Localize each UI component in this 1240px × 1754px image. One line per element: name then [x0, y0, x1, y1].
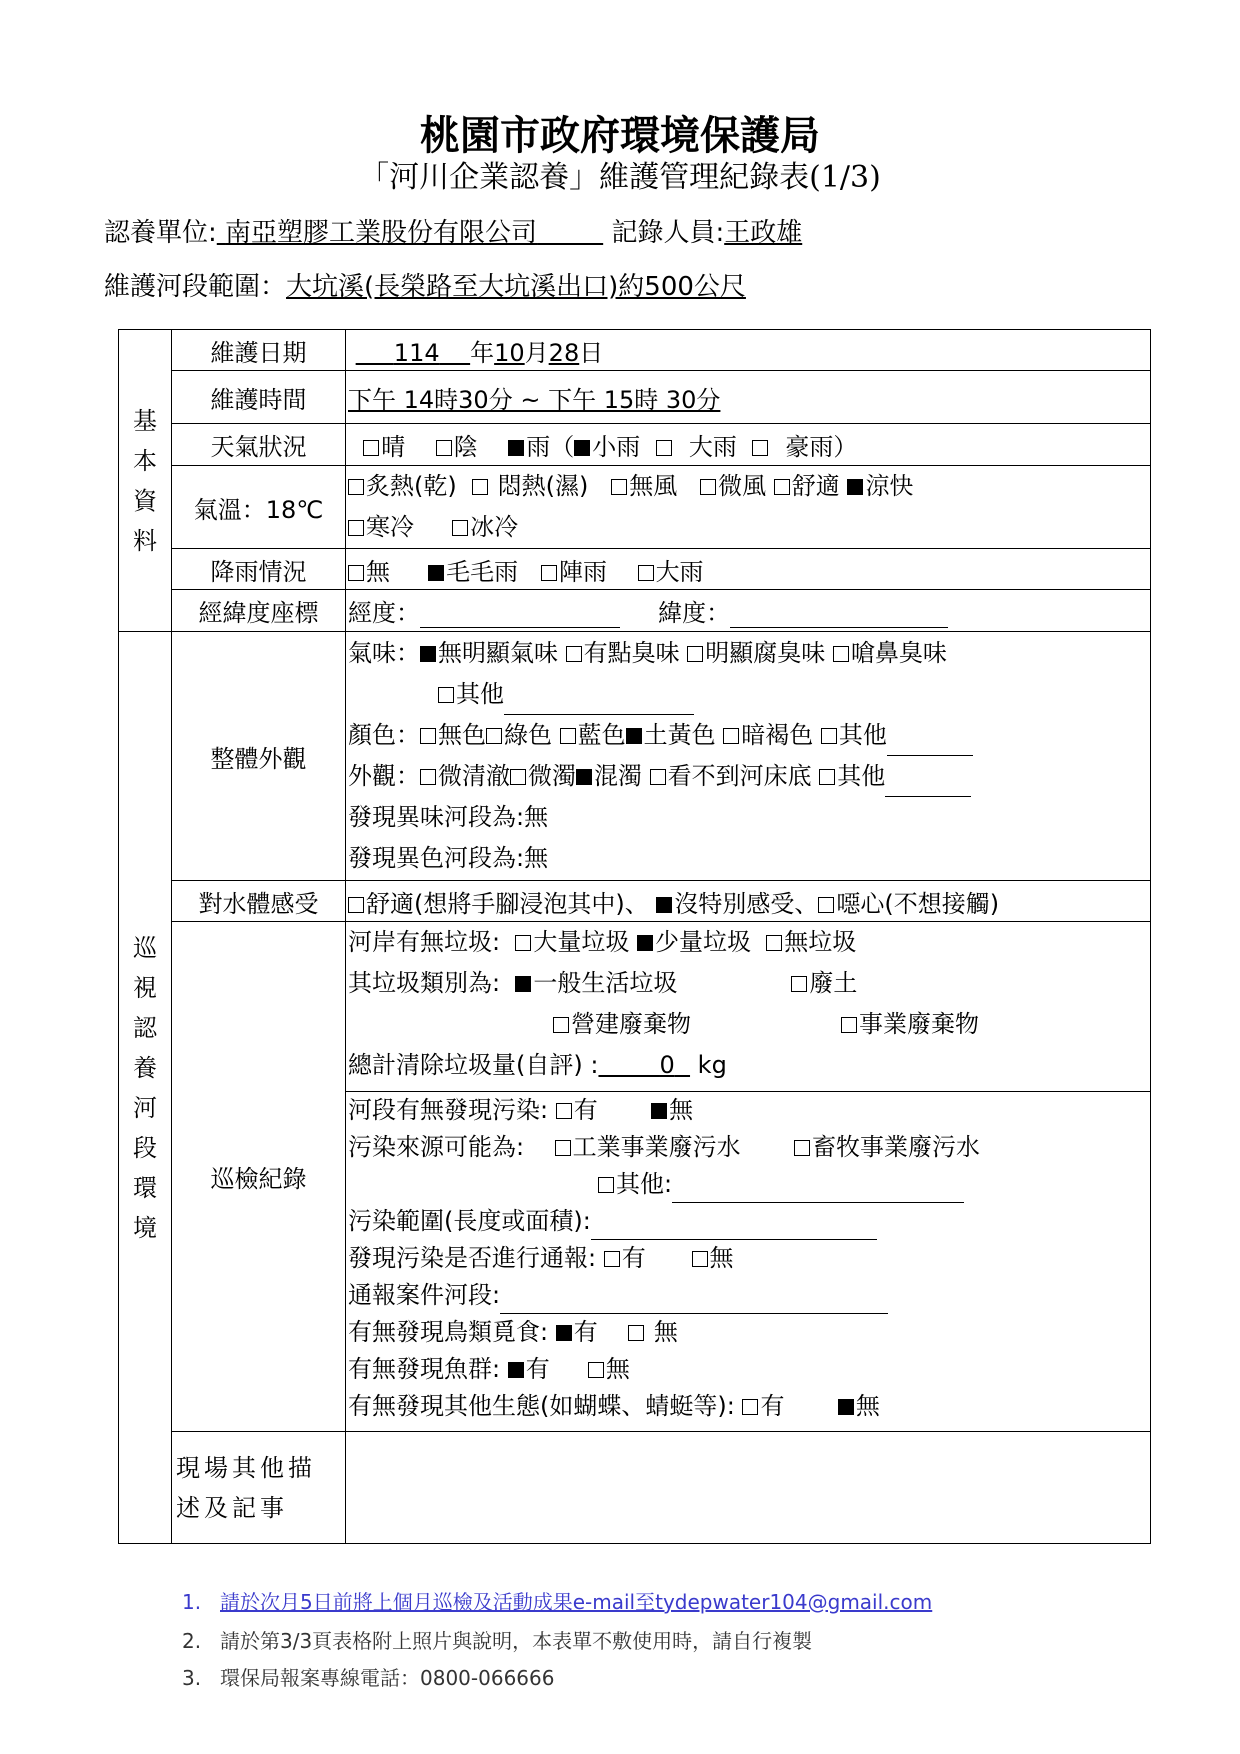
checkbox-source-livestock[interactable]	[794, 1140, 810, 1156]
time-value: 下午 14時30分 ~ 下午 15時 30分	[346, 371, 1151, 424]
checkbox-garbage-little[interactable]	[637, 935, 653, 951]
checkbox-type-soil[interactable]	[791, 976, 807, 992]
date-value: 114 年10月28日	[346, 330, 1151, 371]
appearance-label: 整體外觀	[172, 632, 346, 881]
checkbox-odor-other[interactable]	[438, 687, 454, 703]
checkbox-look-turbid[interactable]	[576, 769, 592, 785]
checkbox-fish-no[interactable]	[588, 1362, 604, 1378]
checkbox-garbage-lots[interactable]	[515, 935, 531, 951]
checkbox-feel-disgust[interactable]	[818, 897, 834, 913]
recorder-value: 王政雄	[724, 218, 803, 248]
checkbox-rain-none[interactable]	[348, 565, 364, 581]
checkbox-look-other[interactable]	[819, 769, 835, 785]
odor-other-field[interactable]	[504, 684, 694, 715]
unit-value: 南亞塑膠工業股份有限公司	[225, 218, 538, 248]
latitude-field[interactable]	[730, 597, 948, 628]
note-3: 3. 環保局報案專線電話：0800-066666	[182, 1666, 555, 1690]
feeling-label: 對水體感受	[172, 881, 346, 922]
checkbox-cloudy[interactable]	[436, 440, 452, 456]
checkbox-light-rain[interactable]	[574, 440, 590, 456]
checkbox-color-yellow[interactable]	[626, 728, 642, 744]
color-section-text: 發現異色河段為:無	[348, 844, 549, 872]
weather-label: 天氣狀況	[172, 424, 346, 466]
checkbox-muggy[interactable]	[472, 479, 488, 495]
coordinate-fields: 經度： 緯度：	[346, 590, 1151, 632]
checkbox-eco-no[interactable]	[838, 1399, 854, 1415]
time-label: 維護時間	[172, 371, 346, 424]
checkbox-odor-pungent[interactable]	[833, 646, 849, 662]
checkbox-heavy-rain[interactable]	[656, 440, 672, 456]
report-section-field[interactable]	[500, 1283, 888, 1314]
checkbox-source-industrial[interactable]	[555, 1140, 571, 1156]
checkbox-odor-slight[interactable]	[566, 646, 582, 662]
other-desc-field[interactable]	[346, 1432, 1151, 1544]
rainfall-label: 降雨情況	[172, 549, 346, 590]
checkbox-type-industrial[interactable]	[841, 1017, 857, 1033]
checkbox-report-yes[interactable]	[604, 1251, 620, 1267]
checkbox-hot-dry[interactable]	[348, 479, 364, 495]
checkbox-storm[interactable]	[752, 440, 768, 456]
color-other-field[interactable]	[887, 725, 973, 756]
checkbox-odor-rotten[interactable]	[687, 646, 703, 662]
checkbox-birds-yes[interactable]	[556, 1325, 572, 1341]
header-unit-line	[104, 212, 802, 249]
date-label: 維護日期	[172, 330, 346, 371]
checkbox-birds-no[interactable]	[628, 1325, 644, 1341]
checkbox-garbage-none[interactable]	[766, 935, 782, 951]
checkbox-fish-yes[interactable]	[508, 1362, 524, 1378]
checkbox-color-none[interactable]	[420, 728, 436, 744]
unit-label: 認養單位:	[104, 218, 217, 248]
checkbox-drizzle[interactable]	[428, 565, 444, 581]
checkbox-freezing[interactable]	[452, 520, 468, 536]
record-label: 巡檢紀錄	[172, 922, 346, 1432]
pollution-range-field[interactable]	[591, 1209, 877, 1240]
temperature-options: 炙熱(乾) 悶熱(濕) 無風 微風 舒適 涼快 寒冷 冰冷	[346, 466, 1151, 549]
checkbox-shower[interactable]	[541, 565, 557, 581]
checkbox-rain[interactable]	[508, 440, 524, 456]
checkbox-cool[interactable]	[847, 479, 863, 495]
note-2: 2. 請於第3/3頁表格附上照片與說明，本表單不敷使用時，請自行複製	[182, 1629, 813, 1653]
coordinate-label: 經緯度座標	[172, 590, 346, 632]
checkbox-sunny[interactable]	[363, 440, 379, 456]
checkbox-color-green[interactable]	[486, 728, 502, 744]
checkbox-type-construction[interactable]	[553, 1017, 569, 1033]
checkbox-look-clear[interactable]	[420, 769, 436, 785]
page-subtitle: 「河川企業認養」維護管理紀錄表(1/3)	[359, 160, 881, 195]
checkbox-pollution-no[interactable]	[651, 1103, 667, 1119]
checkbox-cold[interactable]	[348, 520, 364, 536]
weather-options: 晴 陰 雨（ 小雨 大雨 豪雨）	[346, 424, 1151, 466]
checkbox-feel-nothing[interactable]	[656, 897, 672, 913]
temperature-label: 氣溫：18℃	[172, 466, 346, 549]
note-1: 1. 請於次月5日前將上個月巡檢及活動成果e-mail至tydepwater104@gmail.com	[182, 1590, 933, 1614]
look-other-field[interactable]	[885, 766, 971, 797]
other-desc-label: 現場其他描述及記事	[172, 1432, 346, 1544]
checkbox-breeze[interactable]	[700, 479, 716, 495]
record-table	[118, 329, 1151, 1544]
feeling-options: 舒適(想將手腳浸泡其中)、 沒特別感受、 噁心(不想接觸)	[346, 881, 1151, 922]
checkbox-no-wind[interactable]	[611, 479, 627, 495]
recorder-label: 記錄人員:	[611, 218, 725, 248]
checkbox-eco-yes[interactable]	[742, 1399, 758, 1415]
appearance-cell: 氣味： 無明顯氣味 有點臭味 明顯腐臭味 嗆鼻臭味 其他 顏色： 無色 綠色 藍色 土黃色 暗褐色 其他 外觀： 微清澈 微濁 混濁 看不到河床底 其他 發現異味河段為:無 發現異色河段為:無	[346, 632, 1151, 881]
total-value: 0	[659, 1051, 675, 1079]
range-label: 維護河段範圍：	[104, 272, 287, 302]
range-value: 大坑溪(長榮路至大坑溪出口)約500公尺	[286, 272, 746, 302]
odor-section-text: 發現異味河段為:無	[348, 803, 549, 831]
source-other-field[interactable]	[672, 1172, 964, 1203]
checkbox-look-slight[interactable]	[510, 769, 526, 785]
page-title: 桃園市政府環境保護局	[420, 112, 820, 159]
checkbox-color-blue[interactable]	[560, 728, 576, 744]
checkbox-type-household[interactable]	[515, 976, 531, 992]
note-1-link[interactable]: 請於次月5日前將上個月巡檢及活動成果e-mail至tydepwater104@gmail.com	[220, 1590, 933, 1614]
checkbox-source-other[interactable]	[598, 1177, 614, 1193]
checkbox-odor-none[interactable]	[420, 646, 436, 662]
checkbox-feel-comfortable[interactable]	[348, 897, 364, 913]
checkbox-pollution-yes[interactable]	[556, 1103, 572, 1119]
section-patrol: 巡視認養河段環境	[119, 632, 172, 1544]
record-cell: 河岸有無垃圾: 大量垃圾 少量垃圾 無垃圾 其垃圾類別為: 一般生活垃圾 廢土 營建廢棄物 事業廢棄物 總計清除垃圾量(自評) : 0 kg 河段有無發現污染: 有 無 污染來源可能為: 工業事業廢污水 畜牧事業廢污水 其他: 污染範圍(長度或面積): 發現污染是否進行通報: 有 無 通報案件河段: 有無發現鳥類覓食: 有 無 有無發現魚群: 有 無 有無發現其他生態(如蝴蝶、蜻蜓等): 有 無	[346, 922, 1151, 1432]
checkbox-color-brown[interactable]	[723, 728, 739, 744]
checkbox-rain-heavy[interactable]	[638, 565, 654, 581]
section-basic: 基本資料	[119, 330, 172, 632]
rainfall-options: 無 毛毛雨 陣雨 大雨	[346, 549, 1151, 590]
checkbox-comfortable[interactable]	[774, 479, 790, 495]
checkbox-color-other[interactable]	[821, 728, 837, 744]
longitude-field[interactable]	[420, 597, 620, 628]
checkbox-report-no[interactable]	[692, 1251, 708, 1267]
checkbox-look-nobed[interactable]	[650, 769, 666, 785]
header-range-line	[104, 266, 746, 303]
